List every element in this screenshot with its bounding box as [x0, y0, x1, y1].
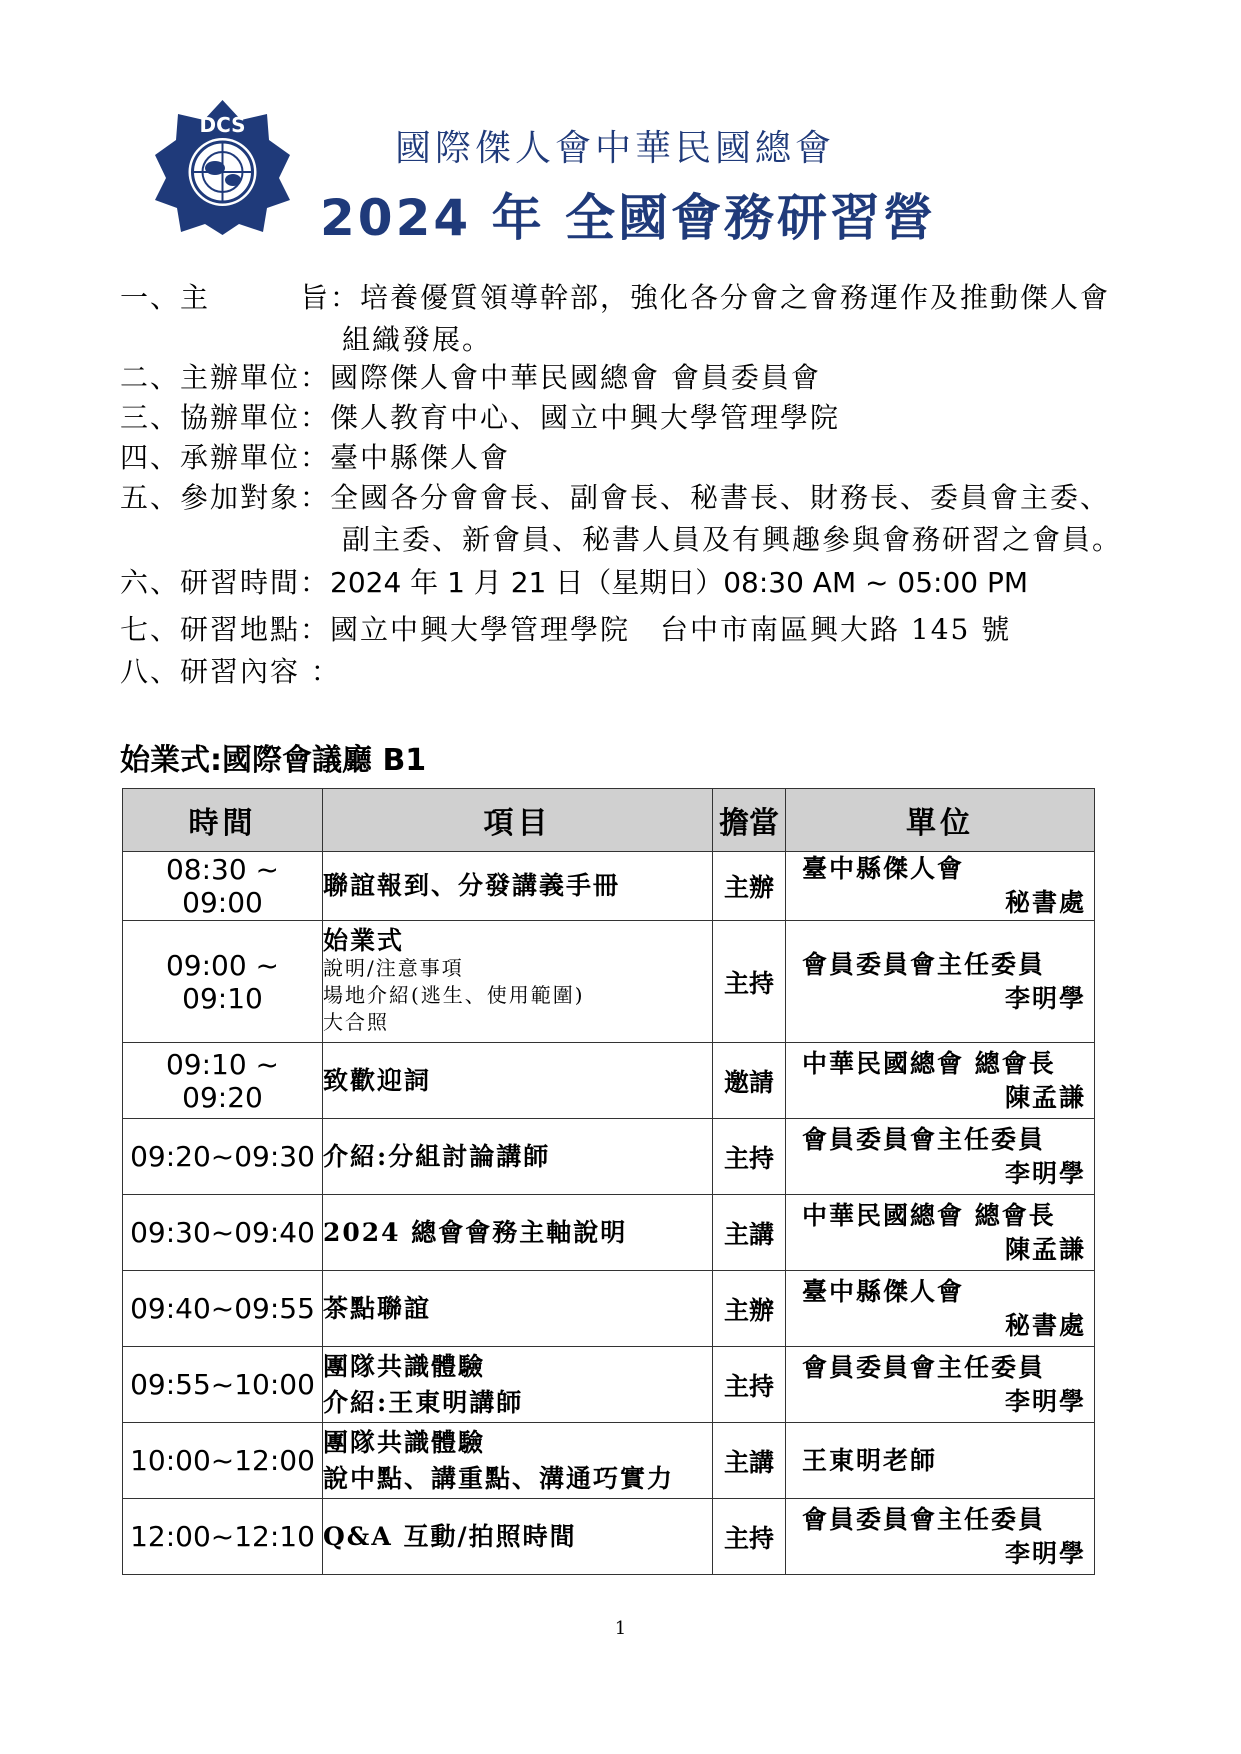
unit-name: 會員委員會主任委員: [802, 1124, 1046, 1154]
cell-time: 09:40~09:55: [123, 1271, 323, 1347]
cell-role: 主持: [713, 1347, 786, 1423]
item-line: 2024 總會會務主軸說明: [323, 1217, 628, 1247]
info-content: 八、研習內容 ：: [120, 655, 341, 688]
header-unit: 單位: [786, 789, 1095, 852]
unit-person: 陳孟謙: [1004, 1082, 1086, 1112]
header-item: 項目: [323, 789, 713, 852]
unit-name: 會員委員會主任委員: [802, 949, 1046, 979]
unit-person: 秘書處: [1004, 1310, 1086, 1340]
cell-unit: [786, 852, 1095, 921]
cell-unit: [786, 1271, 1095, 1347]
unit-name: 中華民國總會 總會長: [802, 1200, 1056, 1230]
item-line: 介紹:王東明講師: [323, 1387, 524, 1417]
unit-name: 中華民國總會 總會長: [802, 1048, 1056, 1078]
table-row: [123, 1119, 1095, 1195]
section-title: 始業式:國際會議廳 B1: [120, 743, 427, 778]
info-organizer: 二、主辦單位：國際傑人會中華民國總會 會員委員會: [120, 361, 821, 394]
item-line: 茶點聯誼: [323, 1293, 432, 1323]
cell-unit: [786, 1423, 1095, 1499]
header-time: 時間: [123, 789, 323, 852]
page-number: 1: [614, 1618, 627, 1639]
item-line: 聯誼報到、分發講義手冊: [323, 871, 621, 900]
cell-time: 12:00~12:10: [123, 1499, 323, 1575]
item-line: 始業式: [323, 926, 405, 955]
item-line: 團隊共識體驗: [323, 1427, 486, 1457]
unit-name: 臺中縣傑人會: [802, 854, 965, 883]
schedule-table: [122, 788, 1095, 1575]
info-participants-cont: 副主委、新會員、秘書人員及有興趣參與會務研習之會員。: [342, 523, 1123, 556]
cell-unit: [786, 1499, 1095, 1575]
cell-role: 主辦: [713, 852, 786, 921]
unit-name: 王東明老師: [802, 1445, 938, 1475]
item-subline: 說明/注意事項: [323, 956, 464, 980]
info-host: 四、承辦單位：臺中縣傑人會: [120, 441, 511, 474]
cell-role: 主辦: [713, 1271, 786, 1347]
cell-time: 09:00 ~ 09:10: [123, 921, 323, 1043]
cell-item: [323, 1423, 713, 1499]
unit-name: 會員委員會主任委員: [802, 1504, 1046, 1534]
item-subline: 大合照: [323, 1010, 389, 1034]
cell-item: [323, 921, 713, 1043]
item-line: 說中點、講重點、溝通巧實力: [323, 1463, 675, 1493]
table-row: [123, 921, 1095, 1043]
unit-person: 李明學: [1004, 1538, 1086, 1568]
cell-time: 09:30~09:40: [123, 1195, 323, 1271]
cell-item: [323, 1271, 713, 1347]
info-purpose: 一、主 旨：培養優質領導幹部，強化各分會之會務運作及推動傑人會: [120, 281, 1111, 314]
cell-unit: [786, 1043, 1095, 1119]
cell-unit: [786, 1195, 1095, 1271]
cell-unit: [786, 1119, 1095, 1195]
unit-person: 陳孟謙: [1004, 1234, 1086, 1264]
table-row: [123, 1043, 1095, 1119]
cell-time: 09:55~10:00: [123, 1347, 323, 1423]
cell-role: 主持: [713, 921, 786, 1043]
cell-role: 主講: [713, 1195, 786, 1271]
cell-role: 主持: [713, 1119, 786, 1195]
item-subline: 場地介紹(逃生、使用範圍): [323, 983, 585, 1007]
info-location: 七、研習地點：國立中興大學管理學院 台中市南區興大路 145 號: [120, 613, 1012, 646]
logo-text: DCS: [199, 113, 246, 137]
cell-item: [323, 1043, 713, 1119]
cell-time: 09:10 ~ 09:20: [123, 1043, 323, 1119]
unit-person: 李明學: [1004, 1386, 1086, 1416]
unit-name: 臺中縣傑人會: [802, 1276, 965, 1306]
item-line: Q&A 互動/拍照時間: [323, 1521, 577, 1551]
dcs-logo: [155, 100, 290, 235]
cell-item: [323, 1347, 713, 1423]
info-time: 六、研習時間：2024 年 1 月 21 日（星期日）08:30 AM ~ 05:00 PM: [120, 566, 1029, 599]
info-co-organizer: 三、協辦單位：傑人教育中心、國立中興大學管理學院: [120, 401, 841, 434]
table-row: [123, 1195, 1095, 1271]
cell-role: 邀請: [713, 1043, 786, 1119]
cell-role: 主持: [713, 1499, 786, 1575]
info-purpose-cont: 組織發展。: [342, 323, 493, 356]
item-line: 致歡迎詞: [323, 1065, 432, 1095]
item-line: 團隊共識體驗: [323, 1351, 486, 1381]
cell-time: 10:00~12:00: [123, 1423, 323, 1499]
cell-role: 主講: [713, 1423, 786, 1499]
cell-time: 08:30 ~ 09:00: [123, 852, 323, 921]
unit-person: 秘書處: [1004, 888, 1086, 917]
org-name: 國際傑人會中華民國總會: [395, 128, 836, 169]
table-row: [123, 1347, 1095, 1423]
cell-item: [323, 1499, 713, 1575]
info-participants: 五、參加對象：全國各分會會長、副會長、秘書長、財務長、委員會主委、: [120, 481, 1111, 514]
item-line: 介紹:分組討論講師: [323, 1141, 551, 1171]
table-row: [123, 1423, 1095, 1499]
cell-time: 09:20~09:30: [123, 1119, 323, 1195]
table-row: [123, 852, 1095, 921]
table-row: [123, 1271, 1095, 1347]
cell-unit: [786, 1347, 1095, 1423]
unit-name: 會員委員會主任委員: [802, 1352, 1046, 1382]
cell-item: [323, 1119, 713, 1195]
cell-unit: [786, 921, 1095, 1043]
header-role: 擔當: [713, 789, 786, 852]
cell-item: [323, 1195, 713, 1271]
camp-title: 2024 年 全國會務研習營: [320, 189, 936, 247]
table-header-row: [123, 789, 1095, 852]
table-row: [123, 1499, 1095, 1575]
unit-person: 李明學: [1004, 983, 1086, 1013]
cell-item: [323, 852, 713, 921]
unit-person: 李明學: [1004, 1158, 1086, 1188]
